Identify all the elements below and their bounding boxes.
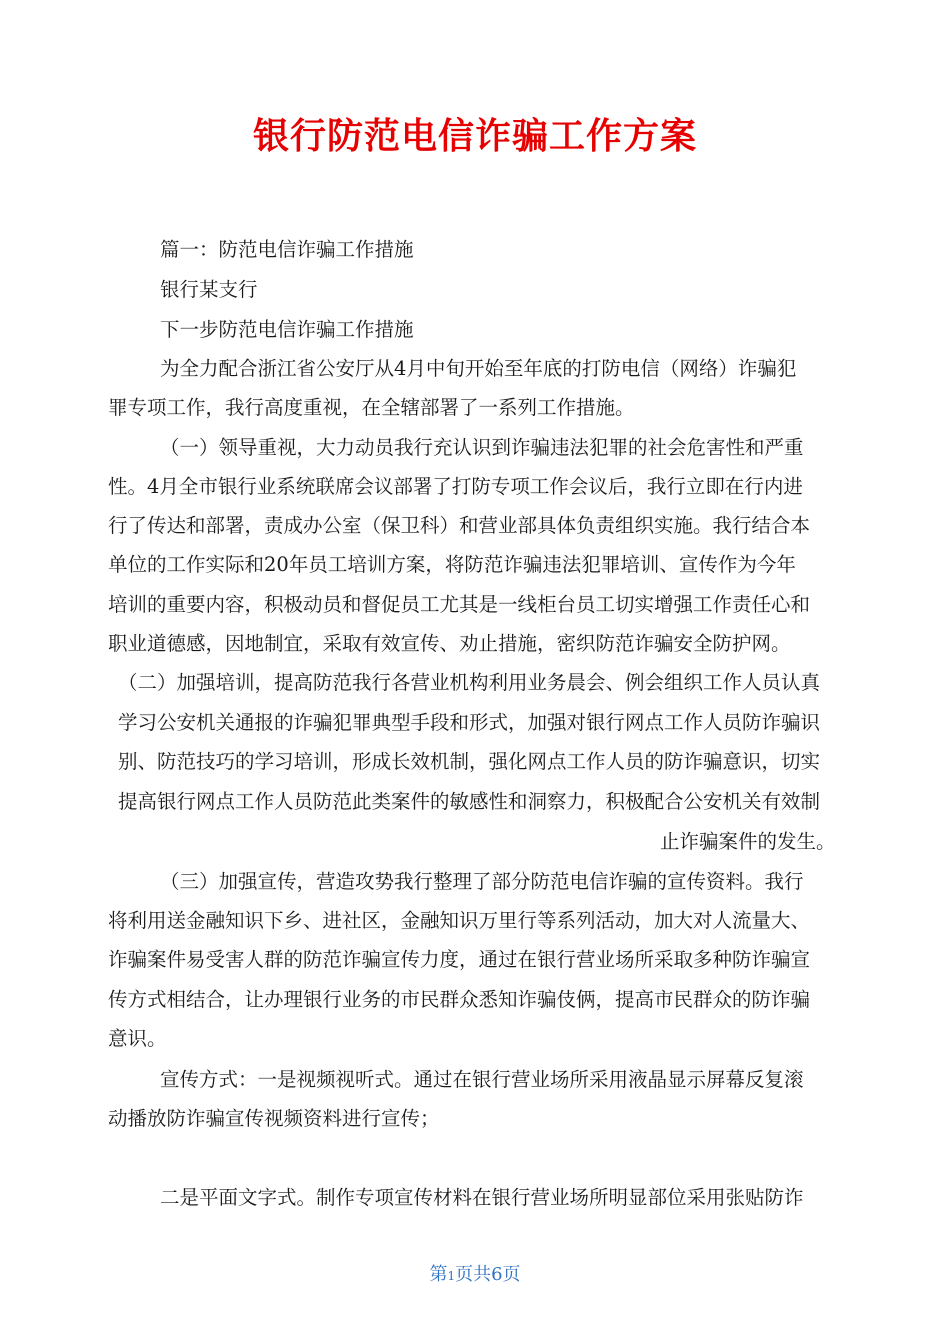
- text-line: 传方式相结合，让办理银行业务的市民群众悉知诈骗伎俩，提高市民群众的防诈骗: [108, 988, 811, 1011]
- text-line: 提高银行网点工作人员防范此类案件的敏感性和洞察力，积极配合公安机关有效制: [118, 790, 821, 813]
- text-line: 培训的重要内容，积极动员和督促员工尤其是一线柜台员工切实增强工作责任心和: [108, 593, 811, 616]
- text-line: 止诈骗案件的发生。: [660, 830, 836, 853]
- text-line: 罪专项工作，我行高度重视，在全辖部署了一系列工作措施。: [108, 396, 635, 419]
- text-line: 动播放防诈骗宣传视频资料进行宣传；: [108, 1107, 440, 1130]
- text-line: 单位的工作实际和20年员工培训方案，将防范诈骗违法犯罪培训、宣传作为今年: [108, 553, 796, 576]
- footer-suffix: 页共6页: [455, 1264, 521, 1285]
- text-line: 篇一：防范电信诈骗工作措施: [160, 238, 414, 261]
- text-line: 学习公安机关通报的诈骗犯罪典型手段和形式，加强对银行网点工作人员防诈骗识: [118, 711, 821, 734]
- text-line: （一）领导重视，大力动员我行充认识到诈骗违法犯罪的社会危害性和严重: [160, 436, 804, 459]
- footer-prefix: 第: [429, 1264, 448, 1285]
- text-line: 银行某支行: [160, 278, 258, 301]
- footer-page-number: 1: [447, 1269, 456, 1283]
- text-line: 宣传方式：一是视频视听式。通过在银行营业场所采用液晶显示屏幕反复滚: [160, 1068, 804, 1091]
- text-line: 诈骗案件易受害人群的防范诈骗宣传力度，通过在银行营业场所采取多种防诈骗宣: [108, 948, 811, 971]
- page-footer: [0, 1260, 950, 1286]
- text-line: 意识。: [108, 1027, 167, 1050]
- text-line: （二）加强培训，提高防范我行各营业机构利用业务晨会、例会组织工作人员认真: [118, 671, 821, 694]
- text-line: 职业道德感，因地制宜，采取有效宣传、劝止措施，密织防范诈骗安全防护网。: [108, 632, 791, 655]
- text-line: 将利用送金融知识下乡、进社区，金融知识万里行等系列活动，加大对人流量大、: [108, 909, 811, 932]
- text-line: （三）加强宣传，营造攻势我行整理了部分防范电信诈骗的宣传资料。我行: [160, 870, 804, 893]
- text-line: 下一步防范电信诈骗工作措施: [160, 318, 414, 341]
- text-line: 二是平面文字式。制作专项宣传材料在银行营业场所明显部位采用张贴防诈: [160, 1186, 804, 1209]
- document-title: 银行防范电信诈骗工作方案: [252, 116, 697, 157]
- text-line: 别、防范技巧的学习培训，形成长效机制，强化网点工作人员的防诈骗意识，切实: [118, 750, 821, 773]
- text-line: 行了传达和部署，责成办公室（保卫科）和营业部具体负责组织实施。我行结合本: [108, 514, 811, 537]
- text-line: 为全力配合浙江省公安厅从4月中旬开始至年底的打防电信（网络）诈骗犯: [160, 357, 797, 380]
- text-line: 性。4月全市银行业系统联席会议部署了打防专项工作会议后，我行立即在行内进: [108, 475, 803, 498]
